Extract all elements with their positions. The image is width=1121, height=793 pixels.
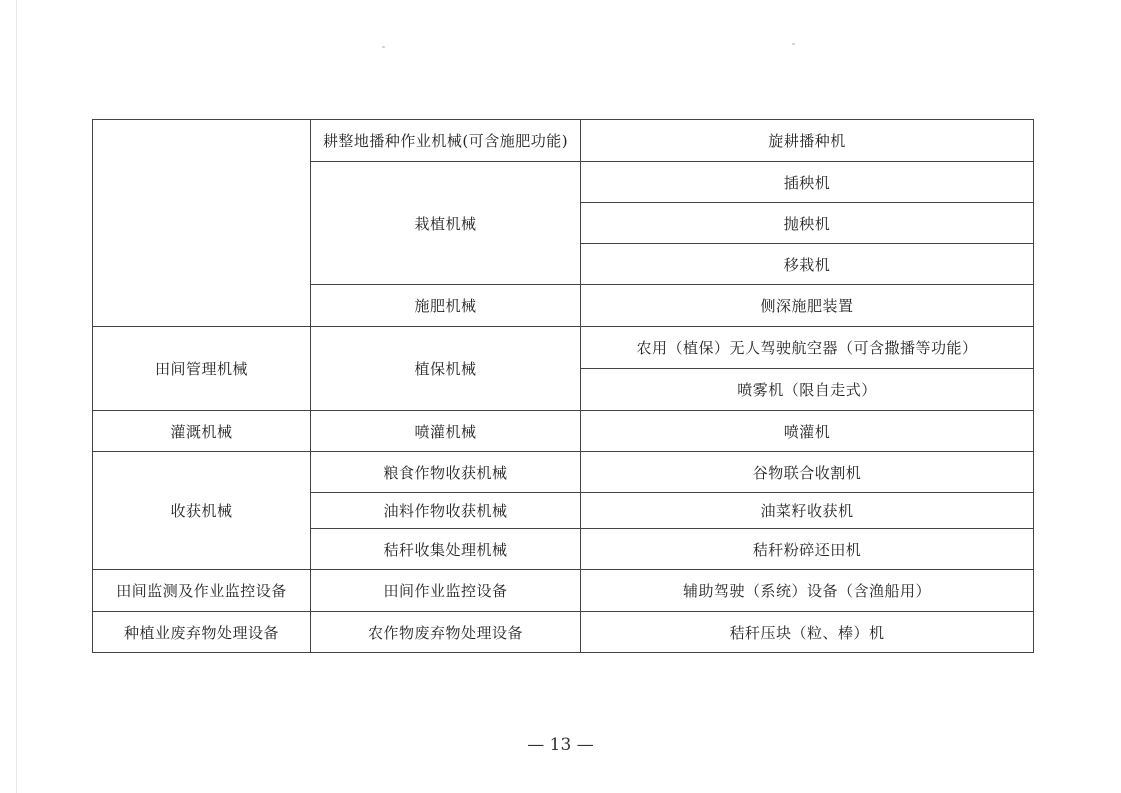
subcategory-cell: 喷灌机械 bbox=[311, 411, 581, 452]
subcategory-cell: 秸秆收集处理机械 bbox=[311, 529, 581, 570]
item-cell: 辅助驾驶（系统）设备（含渔船用） bbox=[581, 570, 1034, 612]
table-row bbox=[93, 120, 1034, 162]
category-cell bbox=[93, 120, 311, 327]
category-cell: 田间监测及作业监控设备 bbox=[93, 570, 311, 612]
item-cell: 喷灌机 bbox=[581, 411, 1034, 452]
item-cell: 喷雾机（限自走式） bbox=[581, 369, 1034, 411]
item-cell: 插秧机 bbox=[581, 162, 1034, 203]
item-cell: 移栽机 bbox=[581, 244, 1034, 285]
item-cell: 农用（植保）无人驾驶航空器（可含撒播等功能） bbox=[581, 327, 1034, 369]
scan-speck bbox=[792, 43, 795, 45]
category-cell: 收获机械 bbox=[93, 452, 311, 570]
subcategory-cell: 耕整地播种作业机械(可含施肥功能) bbox=[311, 120, 581, 162]
table-row bbox=[93, 452, 1034, 493]
scan-speck bbox=[382, 46, 385, 48]
subcategory-cell: 施肥机械 bbox=[311, 285, 581, 327]
item-cell: 秸秆粉碎还田机 bbox=[581, 529, 1034, 570]
item-cell: 秸秆压块（粒、棒）机 bbox=[581, 612, 1034, 653]
table-row bbox=[93, 612, 1034, 653]
subcategory-cell: 田间作业监控设备 bbox=[311, 570, 581, 612]
item-cell: 油菜籽收获机 bbox=[581, 493, 1034, 529]
subcategory-cell: 农作物废弃物处理设备 bbox=[311, 612, 581, 653]
item-cell: 谷物联合收割机 bbox=[581, 452, 1034, 493]
subcategory-cell: 油料作物收获机械 bbox=[311, 493, 581, 529]
page-number: — 13 — bbox=[527, 735, 594, 755]
subcategory-cell: 粮食作物收获机械 bbox=[311, 452, 581, 493]
table-row bbox=[93, 327, 1034, 369]
subcategory-cell: 栽植机械 bbox=[311, 162, 581, 285]
category-cell: 田间管理机械 bbox=[93, 327, 311, 411]
subcategory-cell: 植保机械 bbox=[311, 327, 581, 411]
item-cell: 侧深施肥装置 bbox=[581, 285, 1034, 327]
scan-edge-line bbox=[16, 0, 17, 793]
category-cell: 种植业废弃物处理设备 bbox=[93, 612, 311, 653]
item-cell: 旋耕播种机 bbox=[581, 120, 1034, 162]
category-cell: 灌溉机械 bbox=[93, 411, 311, 452]
table-row bbox=[93, 570, 1034, 612]
table-row bbox=[93, 411, 1034, 452]
machinery-table bbox=[92, 119, 1034, 653]
item-cell: 抛秧机 bbox=[581, 203, 1034, 244]
